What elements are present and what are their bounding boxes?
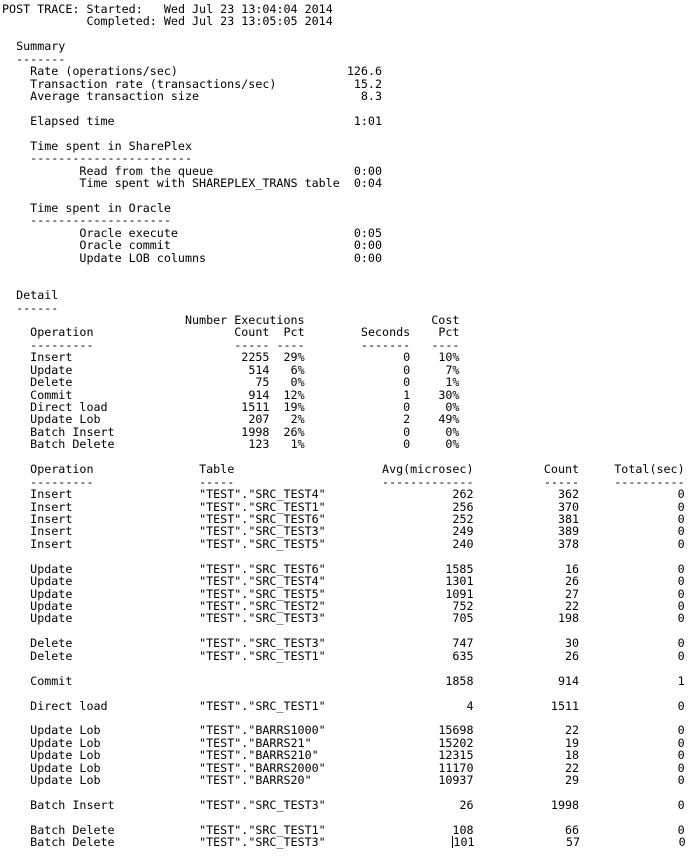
cell-table: "TEST"."SRC_TEST5" — [199, 536, 326, 551]
cell-operation: Batch Delete — [30, 835, 115, 850]
cell-avg: 10937 — [438, 773, 474, 788]
cell-operation: Update Lob — [30, 760, 101, 775]
cell-seconds: 0 — [403, 362, 411, 377]
cell-total: 0 — [677, 599, 685, 613]
cell-table: "TEST"."BARRS1000" — [199, 723, 326, 738]
cell-table: "TEST"."BARRS20" — [199, 773, 312, 788]
cell-count: 362 — [557, 487, 580, 502]
cell-table: "TEST"."SRC_TEST1" — [199, 822, 326, 837]
cell-count: 378 — [557, 536, 580, 551]
group-header: Cost — [431, 312, 460, 327]
cell-operation: Batch Insert — [30, 424, 115, 439]
metric-value: 126.6 — [346, 64, 383, 79]
cell-pct: 29% — [283, 350, 305, 365]
post-trace-report — [2, 3, 686, 849]
cell-total: 0 — [677, 735, 685, 750]
report-line — [2, 264, 686, 276]
cell-total: 0 — [677, 822, 685, 837]
completed-label: Completed: — [86, 14, 157, 29]
cell-count: 914 — [557, 673, 580, 688]
col-header: Table — [199, 462, 235, 477]
cell-count: 27 — [565, 586, 580, 601]
cell-avg: 101 — [453, 835, 475, 850]
cell-avg: 12315 — [438, 748, 474, 763]
cell-avg: 256 — [452, 499, 474, 514]
cell-count: 22 — [564, 760, 580, 775]
report-line — [2, 177, 686, 189]
cell-operation: Commit — [30, 673, 73, 688]
cell-operation: Insert — [30, 487, 73, 502]
cell-total: 0 — [677, 561, 685, 576]
cell-avg: 747 — [452, 636, 474, 651]
cell-count: 207 — [248, 412, 270, 427]
cell-total: 0 — [677, 611, 685, 626]
report-line — [2, 538, 686, 550]
cell-pct: 2% — [290, 412, 305, 427]
cell-avg: 11170 — [438, 760, 474, 775]
cell-cost-pct: 1% — [445, 375, 460, 390]
section-item-value: 0:04 — [353, 176, 382, 191]
cell-count: 514 — [248, 362, 270, 377]
metric-label: Rate (operations/sec) — [30, 64, 178, 79]
cell-table: "TEST"."SRC_TEST4" — [199, 487, 326, 502]
cell-seconds: 0 — [403, 400, 411, 414]
summary-heading: Summary — [16, 39, 66, 54]
report-line — [2, 326, 686, 338]
col-header: Operation — [30, 325, 94, 340]
report-line — [2, 774, 686, 786]
cell-avg: 26 — [459, 798, 474, 812]
report-line — [2, 252, 686, 264]
cell-total: 0 — [677, 648, 685, 663]
cell-table: "TEST"."BARRS2000" — [199, 760, 326, 775]
cell-avg: 15202 — [438, 735, 474, 750]
cell-operation: Delete — [30, 648, 73, 663]
cell-cost-pct: 0% — [445, 400, 460, 414]
underline: ----------------------- — [30, 151, 192, 166]
section-item-label: Time spent with SHAREPLEX_TRANS table — [79, 176, 340, 191]
cell-table: "TEST"."SRC_TEST1" — [199, 698, 326, 713]
cell-count: 22 — [564, 723, 580, 738]
section-item-label: Oracle commit — [79, 238, 171, 253]
cell-count: 389 — [557, 524, 580, 539]
cell-avg: 262 — [452, 487, 474, 502]
cell-operation: Delete — [30, 636, 73, 651]
group-header: Number Executions — [184, 312, 305, 327]
cell-count: 29 — [564, 773, 580, 788]
cell-total: 0 — [677, 636, 685, 651]
cell-table: "TEST"."SRC_TEST5" — [199, 586, 326, 601]
metric-label: Average transaction size — [30, 89, 200, 104]
cell-count: 2255 — [241, 350, 270, 365]
report-line — [2, 700, 686, 712]
cell-total: 0 — [677, 586, 685, 601]
cell-total: 0 — [677, 511, 685, 526]
cell-table: "TEST"."SRC_TEST2" — [199, 599, 326, 613]
section-heading: Time spent in Oracle — [30, 201, 171, 215]
cell-seconds: 0 — [403, 424, 411, 439]
report-line — [2, 15, 686, 27]
cell-avg: 4 — [466, 698, 474, 713]
cell-total: 0 — [677, 723, 685, 738]
cell-total: 0 — [677, 536, 685, 551]
cell-avg: 1858 — [445, 673, 474, 688]
cell-pct: 6% — [290, 362, 305, 377]
cell-seconds: 1 — [403, 387, 411, 402]
cell-table: "TEST"."SRC_TEST3" — [199, 835, 326, 850]
cell-count: 18 — [564, 748, 580, 763]
cell-table: "TEST"."SRC_TEST3" — [199, 636, 326, 651]
section-item-label: Update LOB columns — [79, 250, 207, 265]
cell-count: 914 — [248, 387, 270, 402]
report-line — [2, 575, 686, 587]
report-line — [2, 675, 686, 687]
report-line — [2, 289, 686, 301]
cell-count: 1998 — [241, 424, 270, 439]
report-line — [2, 650, 686, 662]
underline: ------ — [16, 300, 59, 315]
cell-seconds: 0 — [403, 375, 411, 390]
cell-cost-pct: 0% — [445, 424, 460, 439]
cell-operation: Insert — [30, 511, 73, 526]
section-item-value: 0:05 — [353, 225, 382, 240]
report-line — [2, 277, 686, 289]
col-header: Count — [543, 462, 580, 477]
cell-count: 19 — [564, 735, 580, 750]
cell-total: 1 — [677, 673, 685, 688]
cell-avg: 240 — [452, 536, 474, 551]
cell-operation: Update Lob — [30, 748, 101, 763]
underline: -------------------- — [30, 213, 171, 228]
cell-operation: Update — [30, 586, 73, 601]
cell-avg: 1301 — [445, 574, 474, 589]
cell-table: "TEST"."SRC_TEST3" — [199, 611, 326, 626]
col-header: Operation — [30, 462, 94, 477]
elapsed-label: Elapsed time — [30, 113, 115, 128]
cell-operation: Batch Delete — [30, 822, 115, 837]
cell-operation: Update — [30, 599, 73, 613]
cell-count: 381 — [557, 511, 580, 526]
section-item-value: 0:00 — [353, 238, 382, 253]
cell-total: 0 — [677, 773, 685, 788]
started-value: Wed Jul 23 13:04:04 2014 — [163, 2, 333, 16]
cell-pct: 1% — [290, 437, 305, 452]
cell-operation: Batch Delete — [30, 437, 115, 452]
col-underline: ------- — [360, 337, 411, 352]
cell-pct: 26% — [283, 424, 305, 439]
col-underline: ----- — [234, 337, 270, 352]
cell-table: "TEST"."SRC_TEST6" — [199, 511, 326, 526]
cell-cost-pct: 49% — [438, 412, 460, 427]
trace-name: POST TRACE: — [2, 2, 80, 16]
cell-table: "TEST"."SRC_TEST4" — [199, 574, 326, 589]
cell-count: 22 — [565, 599, 580, 613]
section-heading: Time spent in SharePlex — [30, 138, 192, 153]
cell-seconds: 0 — [403, 437, 411, 452]
cell-total: 0 — [677, 760, 685, 775]
col-underline: ------------- — [382, 474, 474, 489]
cell-count: 16 — [565, 561, 580, 576]
col-header: Pct — [438, 325, 460, 340]
col-underline: ----- — [543, 474, 580, 489]
cell-count: 1998 — [550, 798, 580, 812]
report-line — [2, 488, 686, 500]
cell-table: "TEST"."SRC_TEST3" — [199, 524, 326, 539]
cell-pct: 12% — [283, 387, 305, 402]
col-header: Total(sec) — [614, 462, 685, 477]
cell-count: 75 — [255, 375, 270, 390]
report-line — [2, 351, 686, 363]
metric-value: 8.3 — [360, 89, 383, 104]
report-line — [2, 637, 686, 649]
col-underline: --------- — [30, 474, 94, 489]
cell-cost-pct: 30% — [438, 387, 460, 402]
cell-table: "TEST"."BARRS21" — [199, 735, 312, 750]
detail-heading: Detail — [16, 288, 59, 303]
cell-operation: Update — [30, 362, 73, 377]
completed-value: Wed Jul 23 13:05:05 2014 — [163, 14, 333, 29]
cell-operation: Update — [30, 574, 73, 589]
col-underline: ---- — [276, 337, 305, 352]
cell-operation: Commit — [30, 387, 73, 402]
report-line — [2, 749, 686, 761]
cell-table: "TEST"."SRC_TEST1" — [199, 499, 326, 514]
report-line — [2, 40, 686, 52]
cell-count: 66 — [565, 822, 580, 837]
col-header: Seconds — [360, 325, 411, 340]
cell-total: 0 — [677, 487, 685, 502]
report-line — [2, 799, 686, 811]
report-line — [2, 836, 686, 848]
cell-count: 1511 — [241, 400, 270, 414]
cell-avg: 252 — [452, 511, 474, 526]
report-line — [2, 662, 686, 674]
report-line — [2, 438, 686, 450]
cell-pct: 0% — [290, 375, 305, 390]
metric-label: Transaction rate (transactions/sec) — [30, 76, 277, 91]
cell-table: "TEST"."BARRS210" — [199, 748, 319, 763]
cell-count: 30 — [565, 636, 580, 651]
report-line — [2, 724, 686, 736]
section-item-value: 0:00 — [353, 163, 382, 178]
cell-table: "TEST"."SRC_TEST6" — [199, 561, 326, 576]
col-underline: --------- — [30, 337, 94, 352]
underline: ------- — [16, 51, 66, 66]
cell-pct: 19% — [283, 400, 305, 414]
cell-operation: Direct load — [30, 400, 108, 414]
cell-avg: 15698 — [438, 723, 474, 738]
cell-operation: Insert — [30, 524, 73, 539]
cell-total: 0 — [677, 524, 685, 539]
cell-operation: Insert — [30, 499, 73, 514]
col-header: Avg(microsec) — [382, 462, 474, 477]
cell-seconds: 0 — [403, 350, 411, 365]
cell-operation: Update Lob — [30, 412, 101, 427]
elapsed-value: 1:01 — [353, 113, 383, 128]
cell-table: "TEST"."SRC_TEST3" — [199, 798, 326, 812]
section-item-label: Read from the queue — [79, 163, 214, 178]
col-header: Count — [234, 325, 270, 340]
col-underline: ----- — [199, 474, 235, 489]
cell-count: 26 — [565, 574, 580, 589]
report-line — [2, 612, 686, 624]
section-item-label: Oracle execute — [79, 225, 178, 240]
report-line — [2, 115, 686, 127]
cell-seconds: 2 — [403, 412, 411, 427]
cell-total: 0 — [677, 748, 685, 763]
cell-avg: 1091 — [445, 586, 474, 601]
cell-count: 123 — [248, 437, 270, 452]
report-line — [2, 463, 686, 475]
cell-total: 0 — [677, 499, 685, 514]
section-item-value: 0:00 — [353, 250, 383, 265]
report-line — [2, 525, 686, 537]
cell-count: 57 — [566, 835, 581, 850]
cell-avg: 249 — [452, 524, 474, 539]
cell-count: 26 — [565, 648, 580, 663]
cell-cost-pct: 10% — [438, 350, 460, 365]
cell-operation: Update Lob — [30, 735, 101, 750]
cell-total: 0 — [677, 698, 685, 713]
report-line — [2, 90, 686, 102]
report-line — [2, 28, 686, 40]
col-underline: ---------- — [614, 474, 685, 489]
report-line — [2, 550, 686, 562]
metric-value: 15.2 — [353, 76, 382, 91]
report-line — [2, 376, 686, 388]
cell-operation: Insert — [30, 536, 73, 551]
cell-total: 0 — [677, 798, 685, 812]
cell-cost-pct: 0% — [445, 437, 460, 452]
col-header: Pct — [283, 325, 305, 340]
cell-operation: Update — [30, 561, 73, 576]
cell-avg: 635 — [452, 648, 474, 663]
col-underline: ---- — [431, 337, 460, 352]
cell-operation: Delete — [30, 375, 73, 390]
cell-cost-pct: 7% — [445, 362, 460, 377]
cell-total: 0 — [678, 835, 686, 850]
cell-avg: 1585 — [445, 561, 474, 576]
cell-count: 370 — [557, 499, 580, 514]
cell-avg: 108 — [452, 822, 474, 837]
started-label: Started: — [86, 2, 143, 16]
cell-count: 198 — [557, 611, 580, 626]
cell-operation: Batch Insert — [30, 798, 115, 812]
cell-avg: 705 — [452, 611, 474, 626]
cell-count: 1511 — [550, 698, 580, 713]
cell-operation: Update — [30, 611, 73, 626]
cell-operation: Update Lob — [30, 723, 101, 738]
cell-avg: 752 — [452, 599, 474, 613]
cell-total: 0 — [677, 574, 685, 589]
cell-table: "TEST"."SRC_TEST1" — [199, 648, 326, 663]
cell-operation: Insert — [30, 350, 73, 365]
cell-operation: Update Lob — [30, 773, 101, 788]
cell-operation: Direct load — [30, 698, 108, 713]
